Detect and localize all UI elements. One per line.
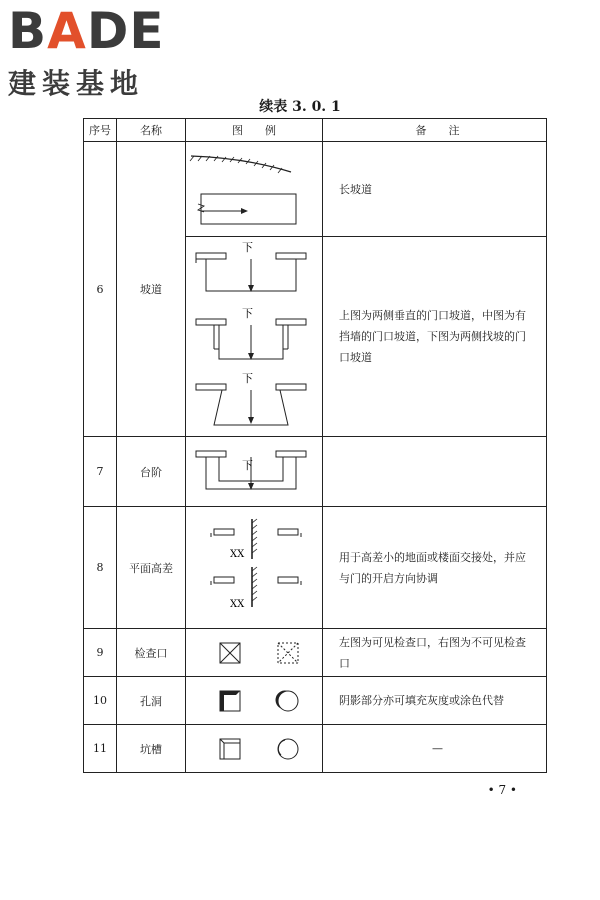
- round-pit-icon: [278, 739, 298, 759]
- hidden-hatch-icon: [278, 643, 298, 663]
- header-figure: 图 例: [186, 119, 323, 142]
- legend-table: [83, 118, 547, 773]
- square-hole-icon: [220, 691, 240, 711]
- bade-logo: [8, 2, 178, 100]
- access-hatch-figure: [186, 629, 323, 677]
- row-no: 11: [84, 725, 117, 773]
- steps-figure: [186, 437, 323, 507]
- table-row: [84, 677, 547, 725]
- row-no: 10: [84, 677, 117, 725]
- row-name: 孔洞: [117, 677, 186, 725]
- steps-label: 下: [242, 458, 253, 472]
- table-row: [84, 725, 547, 773]
- logo-word: BADE: [8, 2, 165, 60]
- row-name: 坡道: [117, 142, 186, 437]
- row-note: 上图为两侧垂直的门口坡道，中图为有挡墙的门口坡道，下图为两侧找坡的门口坡道: [323, 237, 547, 437]
- level-label: XX: [230, 548, 245, 560]
- header-name: 名称: [117, 119, 186, 142]
- long-ramp-figure: [186, 142, 323, 237]
- row-name: 平面高差: [117, 507, 186, 629]
- table-row: [84, 629, 547, 677]
- row-no: 7: [84, 437, 117, 507]
- header-no: 序号: [84, 119, 117, 142]
- square-pit-icon: [220, 739, 240, 759]
- logo-subtitle: 建装基地: [8, 67, 145, 100]
- ramp-label: 下: [242, 306, 253, 320]
- ramp-label: 下: [242, 371, 253, 385]
- ramp-label: 下: [242, 240, 253, 254]
- row-name: 台阶: [117, 437, 186, 507]
- row-note: [323, 437, 547, 507]
- row-note: 阴影部分亦可填充灰度或涂色代替: [323, 677, 547, 725]
- table-row: [84, 437, 547, 507]
- pit-figure: [186, 725, 323, 773]
- row-note: 用于高差小的地面或楼面交接处，并应与门的开启方向协调: [323, 507, 547, 629]
- hole-figure: [186, 677, 323, 725]
- table-row: [84, 142, 547, 237]
- row-note: —: [323, 725, 547, 773]
- door-ramp-figure: [186, 237, 323, 437]
- header-note: 备 注: [323, 119, 547, 142]
- visible-hatch-icon: [220, 643, 240, 663]
- level-label: XX: [230, 598, 245, 610]
- header-row: [84, 119, 547, 142]
- table-caption: 续表 3. 0. 1: [259, 99, 341, 115]
- row-no: 8: [84, 507, 117, 629]
- row-note: 左图为可见检查口，右图为不可见检查口: [323, 629, 547, 677]
- level-change-figure: [186, 507, 323, 629]
- row-no: 6: [84, 142, 117, 437]
- row-name: 检查口: [117, 629, 186, 677]
- row-name: 坑槽: [117, 725, 186, 773]
- round-hole-icon: [276, 690, 298, 710]
- row-note: 长坡道: [323, 142, 547, 237]
- page-number: • 7 •: [487, 783, 517, 797]
- table-row: [84, 507, 547, 629]
- row-no: 9: [84, 629, 117, 677]
